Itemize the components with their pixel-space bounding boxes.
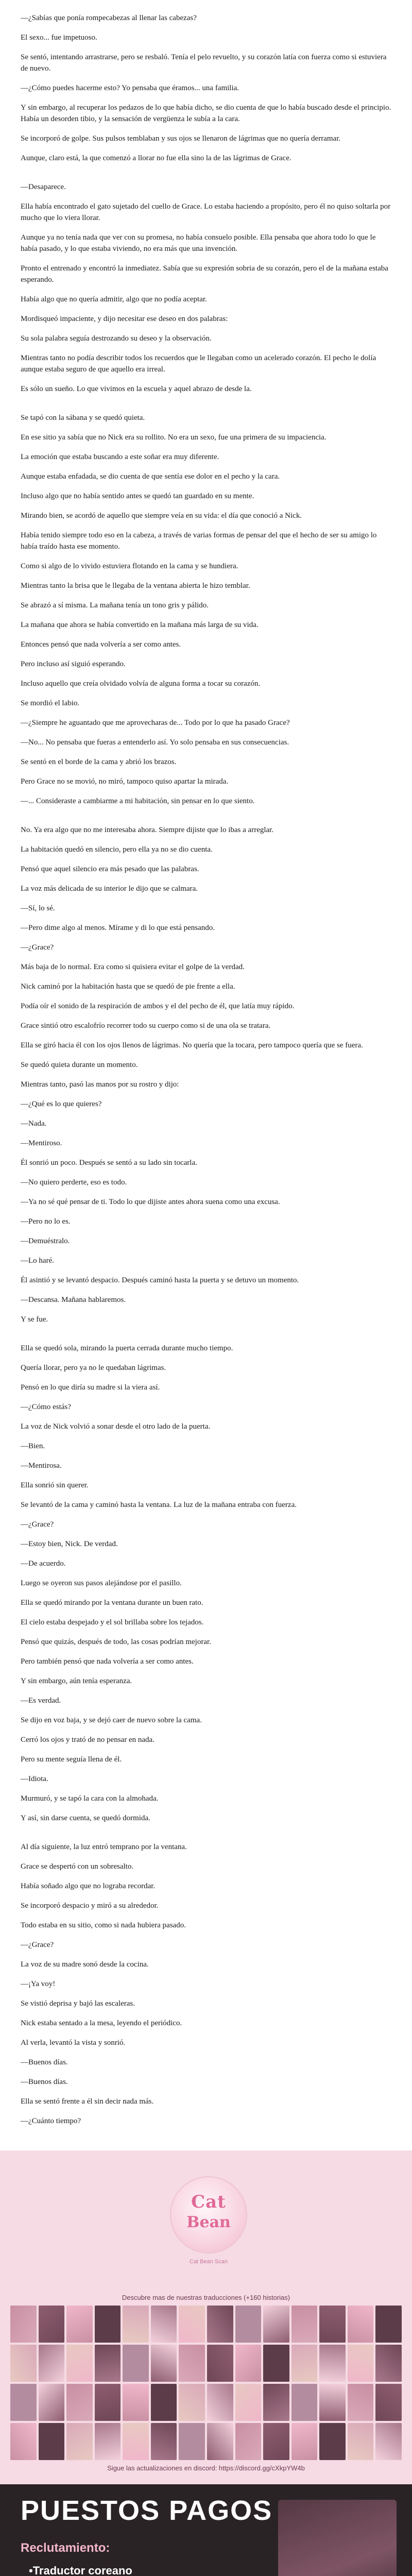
story-paragraph: —¿Cómo puedes hacerme esto? Yo pensaba que éramos... una familia. xyxy=(21,84,239,92)
cover-thumbnail[interactable] xyxy=(319,2384,346,2421)
story-paragraph: Aunque ya no tenía nada que ver con su promesa, no había consuelo posible. Ella pensaba que ahora todo lo que le había pasado, y lo que estaba viviendo, no era más que una invención. xyxy=(21,233,376,253)
recruitment-title: PUESTOS PAGOS xyxy=(21,2495,273,2526)
story-paragraph: Se levantó de la cama y caminó hasta la ventana. La luz de la mañana entraba con fuerza. xyxy=(21,1501,297,1509)
story-paragraph: Nick estaba sentado a la mesa, leyendo el periódico. xyxy=(21,2019,182,2027)
cover-thumbnail[interactable] xyxy=(123,2384,149,2421)
story-paragraph: La mañana que ahora se había convertido en la mañana más larga de su vida. xyxy=(21,621,259,629)
gallery-title: Descubre mas de nuestras traducciones (+160 historias) xyxy=(122,2294,290,2301)
story-paragraph: Pensó que aquel silencio era más pesado que las palabras. xyxy=(21,865,199,873)
story-paragraph: Se sentó en el borde de la cama y abrió los brazos. xyxy=(21,758,177,766)
cover-thumbnail[interactable] xyxy=(375,2423,402,2460)
story-paragraph: Se incorporó de golpe. Sus pulsos temblaban y sus ojos se llenaron de lágrimas que no quería derramar. xyxy=(21,134,341,143)
story-paragraph: Aunque estaba enfadada, se dio cuenta de que sentía ese dolor en el pecho y la cara. xyxy=(21,472,280,481)
story-paragraph: La habitación quedó en silencio, pero ella ya no se dio cuenta. xyxy=(21,845,213,854)
cover-thumbnail[interactable] xyxy=(375,2384,402,2421)
cover-thumbnail[interactable] xyxy=(66,2423,93,2460)
cover-thumbnail[interactable] xyxy=(66,2306,93,2343)
story-paragraph: Podía oír el sonido de la respiración de ambos y el del pecho de él, que latía muy rápido. xyxy=(21,1002,295,1010)
cover-thumbnail[interactable] xyxy=(123,2423,149,2460)
story-paragraph: Mientras tanto, pasó las manos por su rostro y dijo: xyxy=(21,1080,179,1089)
cover-thumbnail[interactable] xyxy=(348,2423,374,2460)
story-paragraph: Mordisqueó impaciente, y dijo necesitar ese deseo en dos palabras: xyxy=(21,315,228,323)
story-paragraph: —Nada. xyxy=(21,1120,47,1128)
cover-thumbnail[interactable] xyxy=(10,2423,37,2460)
story-paragraph: Nick caminó por la habitación hasta que se quedó de pie frente a ella. xyxy=(21,982,235,991)
story-paragraph: —Buenos días. xyxy=(21,2078,68,2086)
cover-thumbnail[interactable] xyxy=(348,2306,374,2343)
story-paragraph: —¿Cómo estás? xyxy=(21,1403,71,1411)
story-paragraph: Ella había encontrado el gato sujetado del cuello de Grace. Lo estaba haciendo a propósito, pero él no quiso soltarla por mucho que lo viera llorar. xyxy=(21,202,391,222)
story-paragraph: Aunque, claro está, la que comenzó a llorar no fue ella sino la de las lágrimas de Grace. xyxy=(21,154,291,162)
cover-thumbnail[interactable] xyxy=(319,2345,346,2382)
story-paragraph: Grace sintió otro escalofrío recorrer todo su cuerpo como si de una ola se tratara. xyxy=(21,1022,271,1030)
cover-thumbnail[interactable] xyxy=(207,2384,233,2421)
story-paragraph: —Pero no lo es. xyxy=(21,1217,71,1226)
story-paragraph: Pero Grace no se movió, no miró, tampoco quiso apartar la mirada. xyxy=(21,777,229,786)
story-paragraph: Pero también pensó que nada volvería a ser como antes. xyxy=(21,1657,194,1666)
cover-thumbnail[interactable] xyxy=(291,2423,318,2460)
cover-thumbnail[interactable] xyxy=(179,2306,205,2343)
cover-thumbnail[interactable] xyxy=(375,2345,402,2382)
cover-thumbnail[interactable] xyxy=(39,2384,65,2421)
cover-thumbnail[interactable] xyxy=(291,2345,318,2382)
recruitment-subtitle: Reclutamiento: xyxy=(21,2541,110,2555)
story-paragraph: Todo estaba en su sitio, como si nada hubiera pasado. xyxy=(21,1921,186,1929)
cover-thumbnail[interactable] xyxy=(319,2306,346,2343)
logo-subtitle: Cat Bean Scan xyxy=(190,2259,228,2265)
story-paragraph: En ese sitio ya sabía que no Nick era su rollito. No era un sexo, fue una primera de su impaciencia. xyxy=(21,433,327,442)
story-paragraph: Había tenido siempre todo eso en la cabeza, a través de varias formas de pensar del que el hecho de ser su amigo lo había traído hasta ese momento. xyxy=(21,531,377,551)
story-paragraph: Se incorporó despacio y miró a su alrededor. xyxy=(21,1902,159,1910)
story-paragraph: Se quedó quieta durante un momento. xyxy=(21,1061,138,1069)
story-paragraph: Incluso aquello que creía olvidado volvía de alguna forma a tocar su corazón. xyxy=(21,680,261,688)
story-paragraph: Se mordió el labio. xyxy=(21,699,80,707)
story-paragraph: Había soñado algo que no lograba recordar. xyxy=(21,1882,156,1890)
recruit-item: •Traductor coreano xyxy=(29,2564,132,2576)
story-paragraph: Al día siguiente, la luz entró temprano por la ventana. xyxy=(21,1843,187,1851)
story-paragraph: —¡Ya voy! xyxy=(21,1980,56,1988)
story-paragraph: —Ya no sé qué pensar de ti. Todo lo que dijiste antes ahora suena como una excusa. xyxy=(21,1198,280,1206)
story-paragraph: —Buenos días. xyxy=(21,2058,68,2066)
story-paragraph: —¿Grace? xyxy=(21,1941,54,1949)
cover-thumbnail[interactable] xyxy=(235,2423,262,2460)
story-paragraph: Murmuró, y se tapó la cara con la almohada. xyxy=(21,1794,159,1803)
story-paragraph: Grace se despertó con un sobresalto. xyxy=(21,1862,134,1871)
story-paragraph: El sexo... fue impetuoso. xyxy=(21,33,97,42)
cover-thumbnail[interactable] xyxy=(66,2345,93,2382)
story-paragraph: Se sentó, intentando arrastrarse, pero se resbaló. Tenía el pelo revuelto, y su corazón latía con fuerza como si estuviera de nuevo. xyxy=(21,53,387,73)
cover-thumbnail[interactable] xyxy=(291,2384,318,2421)
cover-thumbnail[interactable] xyxy=(95,2423,121,2460)
logo-text-cat: Cat xyxy=(191,2192,226,2212)
story-paragraph: —¿Sabías que ponía rompecabezas al llenar las cabezas? xyxy=(21,14,197,22)
story-paragraph: Ella se quedó mirando por la ventana durante un buen rato. xyxy=(21,1599,203,1607)
story-paragraph: —Descansa. Mañana hablaremos. xyxy=(21,1296,126,1304)
story-paragraph: Mientras tanto no podía describir todos los recuerdos que le llegaban como un acelerado corazón. El pecho le dolía aunque estaba seguro de que aquello era irreal. xyxy=(21,354,376,374)
cover-thumbnail[interactable] xyxy=(263,2423,289,2460)
cover-thumbnail[interactable] xyxy=(39,2345,65,2382)
story-paragraph: La voz de su madre sonó desde la cocina. xyxy=(21,1960,149,1969)
story-paragraph: La emoción que estaba buscando a este soñar era muy diferente. xyxy=(21,453,219,461)
cover-thumbnail[interactable] xyxy=(179,2423,205,2460)
story-paragraph: Había algo que no quería admitir, algo que no podía aceptar. xyxy=(21,295,207,303)
story-paragraph: Pero su mente seguía llena de él. xyxy=(21,1755,122,1764)
story-paragraph: —¿Qué es lo que quieres? xyxy=(21,1100,102,1108)
story-paragraph: —Mentirosa. xyxy=(21,1462,62,1470)
cover-thumbnail[interactable] xyxy=(10,2345,37,2382)
story-paragraph: —Desaparece. xyxy=(21,183,66,191)
cover-thumbnail[interactable] xyxy=(95,2306,121,2343)
story-paragraph: La voz de Nick volvió a sonar desde el otro lado de la puerta. xyxy=(21,1422,211,1431)
cover-thumbnail[interactable] xyxy=(319,2423,346,2460)
cover-thumbnail[interactable] xyxy=(207,2423,233,2460)
cover-thumbnail[interactable] xyxy=(151,2423,177,2460)
logo-text-bean: Bean xyxy=(186,2213,231,2231)
cover-thumbnail[interactable] xyxy=(10,2384,37,2421)
story-paragraph: Mientras tanto la brisa que le llegaba de la ventana abierta le hizo temblar. xyxy=(21,582,250,590)
story-paragraph: Incluso algo que no había sentido antes se quedó tan guardado en su mente. xyxy=(21,492,254,500)
story-paragraph: —Sí, lo sé. xyxy=(21,904,55,912)
cover-thumbnail[interactable] xyxy=(66,2384,93,2421)
story-paragraph: No. Ya era algo que no me interesaba ahora. Siempre dijiste que lo ibas a arreglar. xyxy=(21,826,274,834)
cover-thumbnail[interactable] xyxy=(235,2384,262,2421)
story-paragraph: —Estoy bien, Nick. De verdad. xyxy=(21,1540,118,1548)
story-paragraph: Es sólo un sueño. Lo que vivimos en la escuela y aquel abrazo de desde la. xyxy=(21,385,252,393)
cover-thumbnail[interactable] xyxy=(151,2345,177,2382)
story-paragraph: —Es verdad. xyxy=(21,1697,61,1705)
cover-thumbnail[interactable] xyxy=(95,2384,121,2421)
story-paragraph: Ella se quedó sola, mirando la puerta cerrada durante mucho tiempo. xyxy=(21,1344,233,1352)
story-paragraph: Y se fue. xyxy=(21,1315,48,1324)
story-paragraph: —No quiero perderte, eso es todo. xyxy=(21,1178,127,1187)
story-paragraph: Entonces pensó que nada volvería a ser como antes. xyxy=(21,640,181,649)
cover-thumbnail[interactable] xyxy=(348,2384,374,2421)
story-paragraph: Pensó que quizás, después de todo, las cosas podrían mejorar. xyxy=(21,1638,211,1646)
story-paragraph: Pensó en lo que diría su madre si la viera así. xyxy=(21,1383,160,1392)
story-paragraph: Su sola palabra seguía destrozando su deseo y la observación. xyxy=(21,334,212,343)
cover-thumbnail[interactable] xyxy=(207,2345,233,2382)
story-paragraph: Él sonrió un poco. Después se sentó a su lado sin tocarla. xyxy=(21,1159,197,1167)
story-paragraph: Ella se sentó frente a él sin decir nada más. xyxy=(21,2097,154,2106)
story-paragraph: —¿Grace? xyxy=(21,1520,54,1529)
story-paragraph: Ella sonrió sin querer. xyxy=(21,1481,89,1489)
story-paragraph: La voz más delicada de su interior le dijo que se calmara. xyxy=(21,885,198,893)
story-paragraph: Y así, sin darse cuenta, se quedó dormida. xyxy=(21,1814,150,1822)
story-paragraph: Pronto el entrenado y encontró la inmediatez. Sabía que su expresión sobria de su corazón, pero el de la mañana estaba esperando. xyxy=(21,264,388,284)
cover-thumbnail[interactable] xyxy=(263,2384,289,2421)
story-paragraph: —... Consideraste a cambiarme a mi habitación, sin pensar en lo que siento. xyxy=(21,797,255,805)
cover-thumbnail[interactable] xyxy=(375,2306,402,2343)
story-paragraph: —Demuéstralo. xyxy=(21,1237,70,1245)
recruitment-artwork xyxy=(278,2500,397,2576)
cover-thumbnail[interactable] xyxy=(348,2345,374,2382)
story-paragraph: Como si algo de lo vivido estuviera flotando en la cama y se hundiera. xyxy=(21,562,238,570)
story-paragraph: Se dijo en voz baja, y se dejó caer de nuevo sobre la cama. xyxy=(21,1716,202,1724)
story-paragraph: —Lo haré. xyxy=(21,1257,54,1265)
story-paragraph: Y sin embargo, aún tenía esperanza. xyxy=(21,1677,132,1685)
cover-thumbnail[interactable] xyxy=(179,2345,205,2382)
story-paragraph: Se tapó con la sábana y se quedó quieta. xyxy=(21,414,145,422)
cover-thumbnail[interactable] xyxy=(179,2384,205,2421)
story-paragraph: Pero incluso así siguió esperando. xyxy=(21,660,126,668)
story-paragraph: Al verla, levantó la vista y sonrió. xyxy=(21,2039,126,2047)
story-paragraph: —¿Siempre he aguantado que me aprovecharas de... Todo por lo que ha pasado Grace? xyxy=(21,719,290,727)
story-paragraph: —¿Cuánto tiempo? xyxy=(21,2117,81,2125)
story-paragraph: El cielo estaba despejado y el sol brillaba sobre los tejados. xyxy=(21,1618,204,1626)
cover-thumbnail[interactable] xyxy=(263,2306,289,2343)
cover-thumbnail[interactable] xyxy=(39,2423,65,2460)
cover-thumbnail[interactable] xyxy=(235,2345,262,2382)
story-paragraph: —Bien. xyxy=(21,1442,45,1450)
story-paragraph: Luego se oyeron sus pasos alejándose por el pasillo. xyxy=(21,1579,182,1587)
credits-section xyxy=(0,2150,412,2576)
recruitment-list xyxy=(29,2562,132,2576)
cover-thumbnail[interactable] xyxy=(10,2306,37,2343)
story-paragraph: —Mentiroso. xyxy=(21,1139,62,1147)
story-paragraph: —¿Grace? xyxy=(21,943,54,952)
cover-thumbnail[interactable] xyxy=(235,2306,262,2343)
story-paragraph: Se vistió deprisa y bajó las escaleras. xyxy=(21,1999,135,2008)
cover-thumbnail[interactable] xyxy=(151,2306,177,2343)
cover-gallery xyxy=(0,2306,412,2460)
story-paragraph: —No... No pensaba que fueras a entenderlo así. Yo solo pensaba en sus consecuencias. xyxy=(21,738,289,747)
story-paragraph: —Pero dime algo al menos. Mírame y di lo que está pensando. xyxy=(21,924,215,932)
story-paragraph: Mirando bien, se acordó de aquello que siempre veía en su vida: el día que conoció a Nick. xyxy=(21,512,302,520)
story-paragraph: —De acuerdo. xyxy=(21,1560,66,1568)
cover-thumbnail[interactable] xyxy=(39,2306,65,2343)
cover-thumbnail[interactable] xyxy=(207,2306,233,2343)
story-paragraph: Se abrazó a sí misma. La mañana tenía un tono gris y pálido. xyxy=(21,601,209,609)
cover-thumbnail[interactable] xyxy=(151,2384,177,2421)
story-paragraph: Quería llorar, pero ya no le quedaban lágrimas. xyxy=(21,1364,166,1372)
cover-thumbnail[interactable] xyxy=(263,2345,289,2382)
cover-thumbnail[interactable] xyxy=(123,2345,149,2382)
story-paragraph: —Idiota. xyxy=(21,1775,48,1783)
discord-link[interactable]: Sigue las actualizaciones en discord: https://discord.gg/cXkpYW4b xyxy=(107,2464,305,2472)
story-paragraph: Cerró los ojos y trató de no pensar en nada. xyxy=(21,1736,154,1744)
story-paragraph: Él asintió y se levantó despacio. Después caminó hasta la puerta y se detuvo un momento. xyxy=(21,1276,299,1284)
cover-thumbnail[interactable] xyxy=(123,2306,149,2343)
cover-thumbnail[interactable] xyxy=(95,2345,121,2382)
recruitment-panel xyxy=(0,2484,412,2576)
cover-thumbnail[interactable] xyxy=(291,2306,318,2343)
cat-bean-logo xyxy=(0,2171,412,2290)
story-paragraph: Y sin embargo, al recuperar los pedazos de lo que había dicho, se dio cuenta de que lo había buscado desde el principio. Había un desorden tibio, y la sensación de vergüenza le subía a la cara. xyxy=(21,104,391,123)
story-paragraph: Ella se giró hacia él con los ojos llenos de lágrimas. No quería que la tocara, pero tampoco quería que se fuera. xyxy=(21,1041,363,1049)
story-paragraph: Más baja de lo normal. Era como si quisiera evitar el golpe de la verdad. xyxy=(21,963,245,971)
